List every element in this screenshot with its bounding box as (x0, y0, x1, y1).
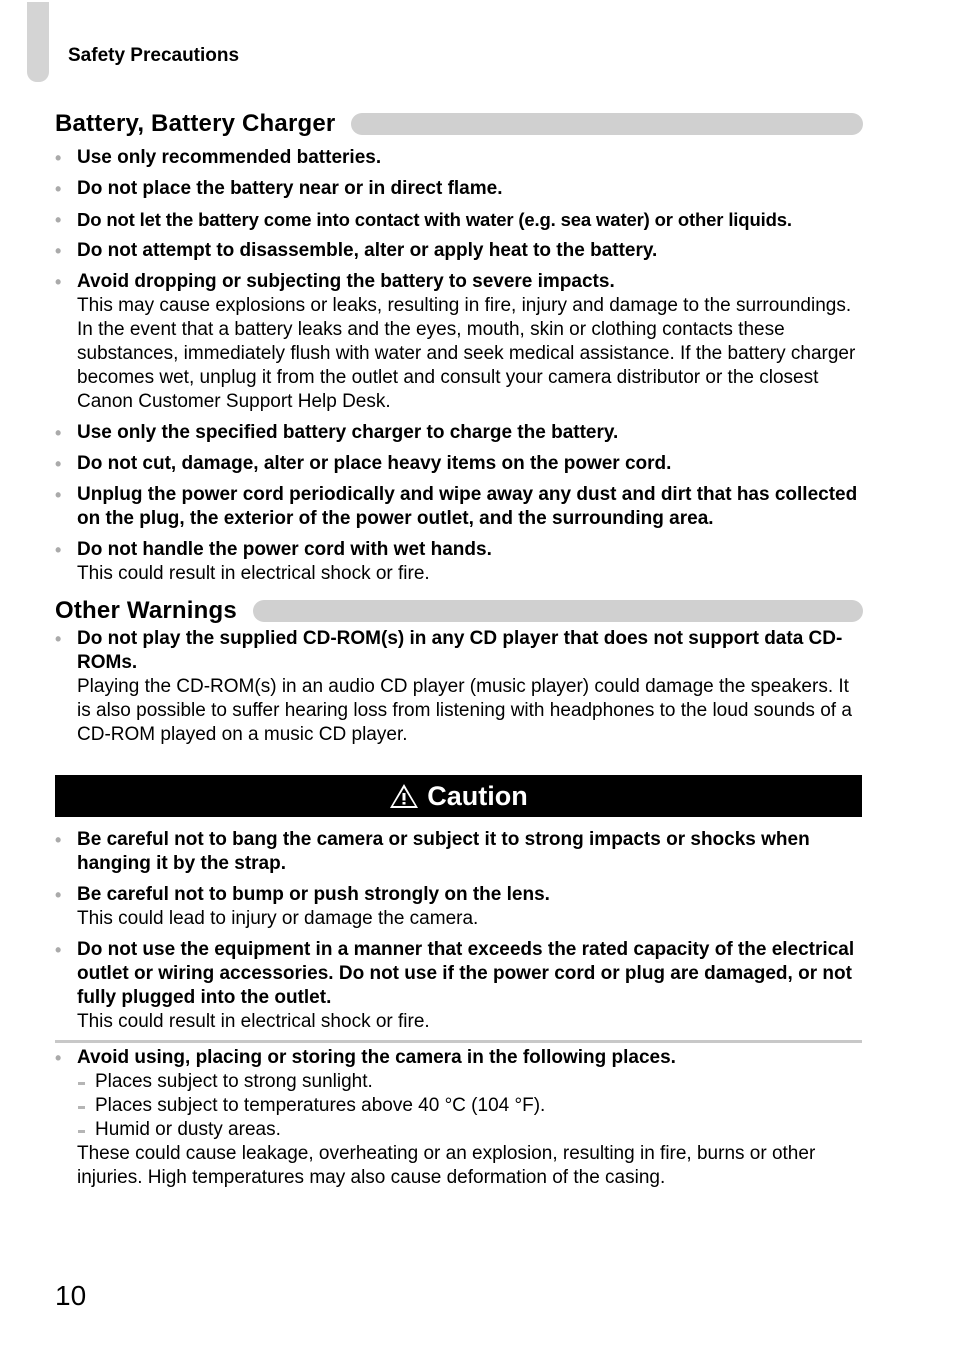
caution-banner (55, 775, 862, 817)
list-item: • Do not place the battery near or in direct flame. (55, 177, 863, 201)
section-other-heading (55, 597, 863, 625)
running-header: Safety Precautions (68, 45, 240, 66)
places-list (55, 1046, 863, 1197)
section-rule (351, 113, 863, 135)
section-title: Battery, Battery Charger (55, 110, 336, 137)
warning-triangle-icon (389, 783, 419, 809)
list-item: • Do not play the supplied CD-ROM(s) in any CD player that does not support data CD-ROMs. Playing the CD-ROM(s) in an audio CD player (music player) could damage the speakers. It is also possible to suffer hearing loss from listening with headphones to the loud sounds of a CD-ROM played on a music CD player. (55, 627, 863, 747)
sub-list-item: Places subject to temperatures above 40 °C (104 °F). (77, 1094, 863, 1118)
sub-list-item: Places subject to strong sunlight. (77, 1070, 863, 1094)
other-list (55, 627, 863, 754)
list-item: • Be careful not to bang the camera or subject it to strong impacts or shocks when hanging it by the strap. (55, 828, 863, 876)
list-item: • Do not let the battery come into contact with water (e.g. sea water) or other liquids. (55, 208, 863, 232)
list-item: • Avoid using, placing or storing the camera in the following places. Places subject to strong sunlight. Places subject to temperatures above 40 °C (104 °F). Humid or dusty areas. These could cause leakage, overheating or an explosion, resulting in fire, burns or other injuries. High temperatures may also cause deformation of the casing. (55, 1046, 863, 1190)
list-item: • Unplug the power cord periodically and wipe away any dust and dirt that has collected on the plug, the exterior of the power outlet, and the surrounding area. (55, 483, 863, 531)
sub-list (77, 1070, 863, 1142)
list-item: • Avoid dropping or subjecting the battery to severe impacts. This may cause explosions or leaks, resulting in fire, injury and damage to the surroundings. In the event that a battery leaks and the eyes, mouth, skin or clothing contacts these substances, immediately flush with water and seek medical assistance. If the battery charger becomes wet, unplug it from the outlet and consult your camera distributor or the closest Canon Customer Support Help Desk. (55, 270, 863, 414)
list-item: • Be careful not to bump or push strongly on the lens. This could lead to injury or damage the camera. (55, 883, 863, 931)
caution-label: Caution (427, 780, 528, 811)
list-item: • Do not use the equipment in a manner that exceeds the rated capacity of the electrical outlet or wiring accessories. Do not use if the power cord or plug are damaged, or not fully plugged into the outlet. This could result in electrical shock or fire. (55, 938, 863, 1034)
sub-list-item: Humid or dusty areas. (77, 1118, 863, 1142)
section-title: Other Warnings (55, 597, 237, 624)
list-item: • Use only the specified battery charger to charge the battery. (55, 421, 863, 445)
list-item: • Do not attempt to disassemble, alter or apply heat to the battery. (55, 239, 863, 263)
list-item: • Do not cut, damage, alter or place heavy items on the power cord. (55, 452, 863, 476)
section-divider (55, 1040, 862, 1043)
section-rule (253, 600, 863, 622)
section-battery-heading (55, 110, 863, 138)
list-item: • Do not handle the power cord with wet hands. This could result in electrical shock or fire. (55, 538, 863, 586)
page-tab-marker (27, 2, 49, 82)
list-item: • Use only recommended batteries. (55, 146, 863, 170)
page-number: 10 (55, 1280, 87, 1311)
caution-list (55, 828, 863, 1041)
battery-list (55, 146, 863, 593)
